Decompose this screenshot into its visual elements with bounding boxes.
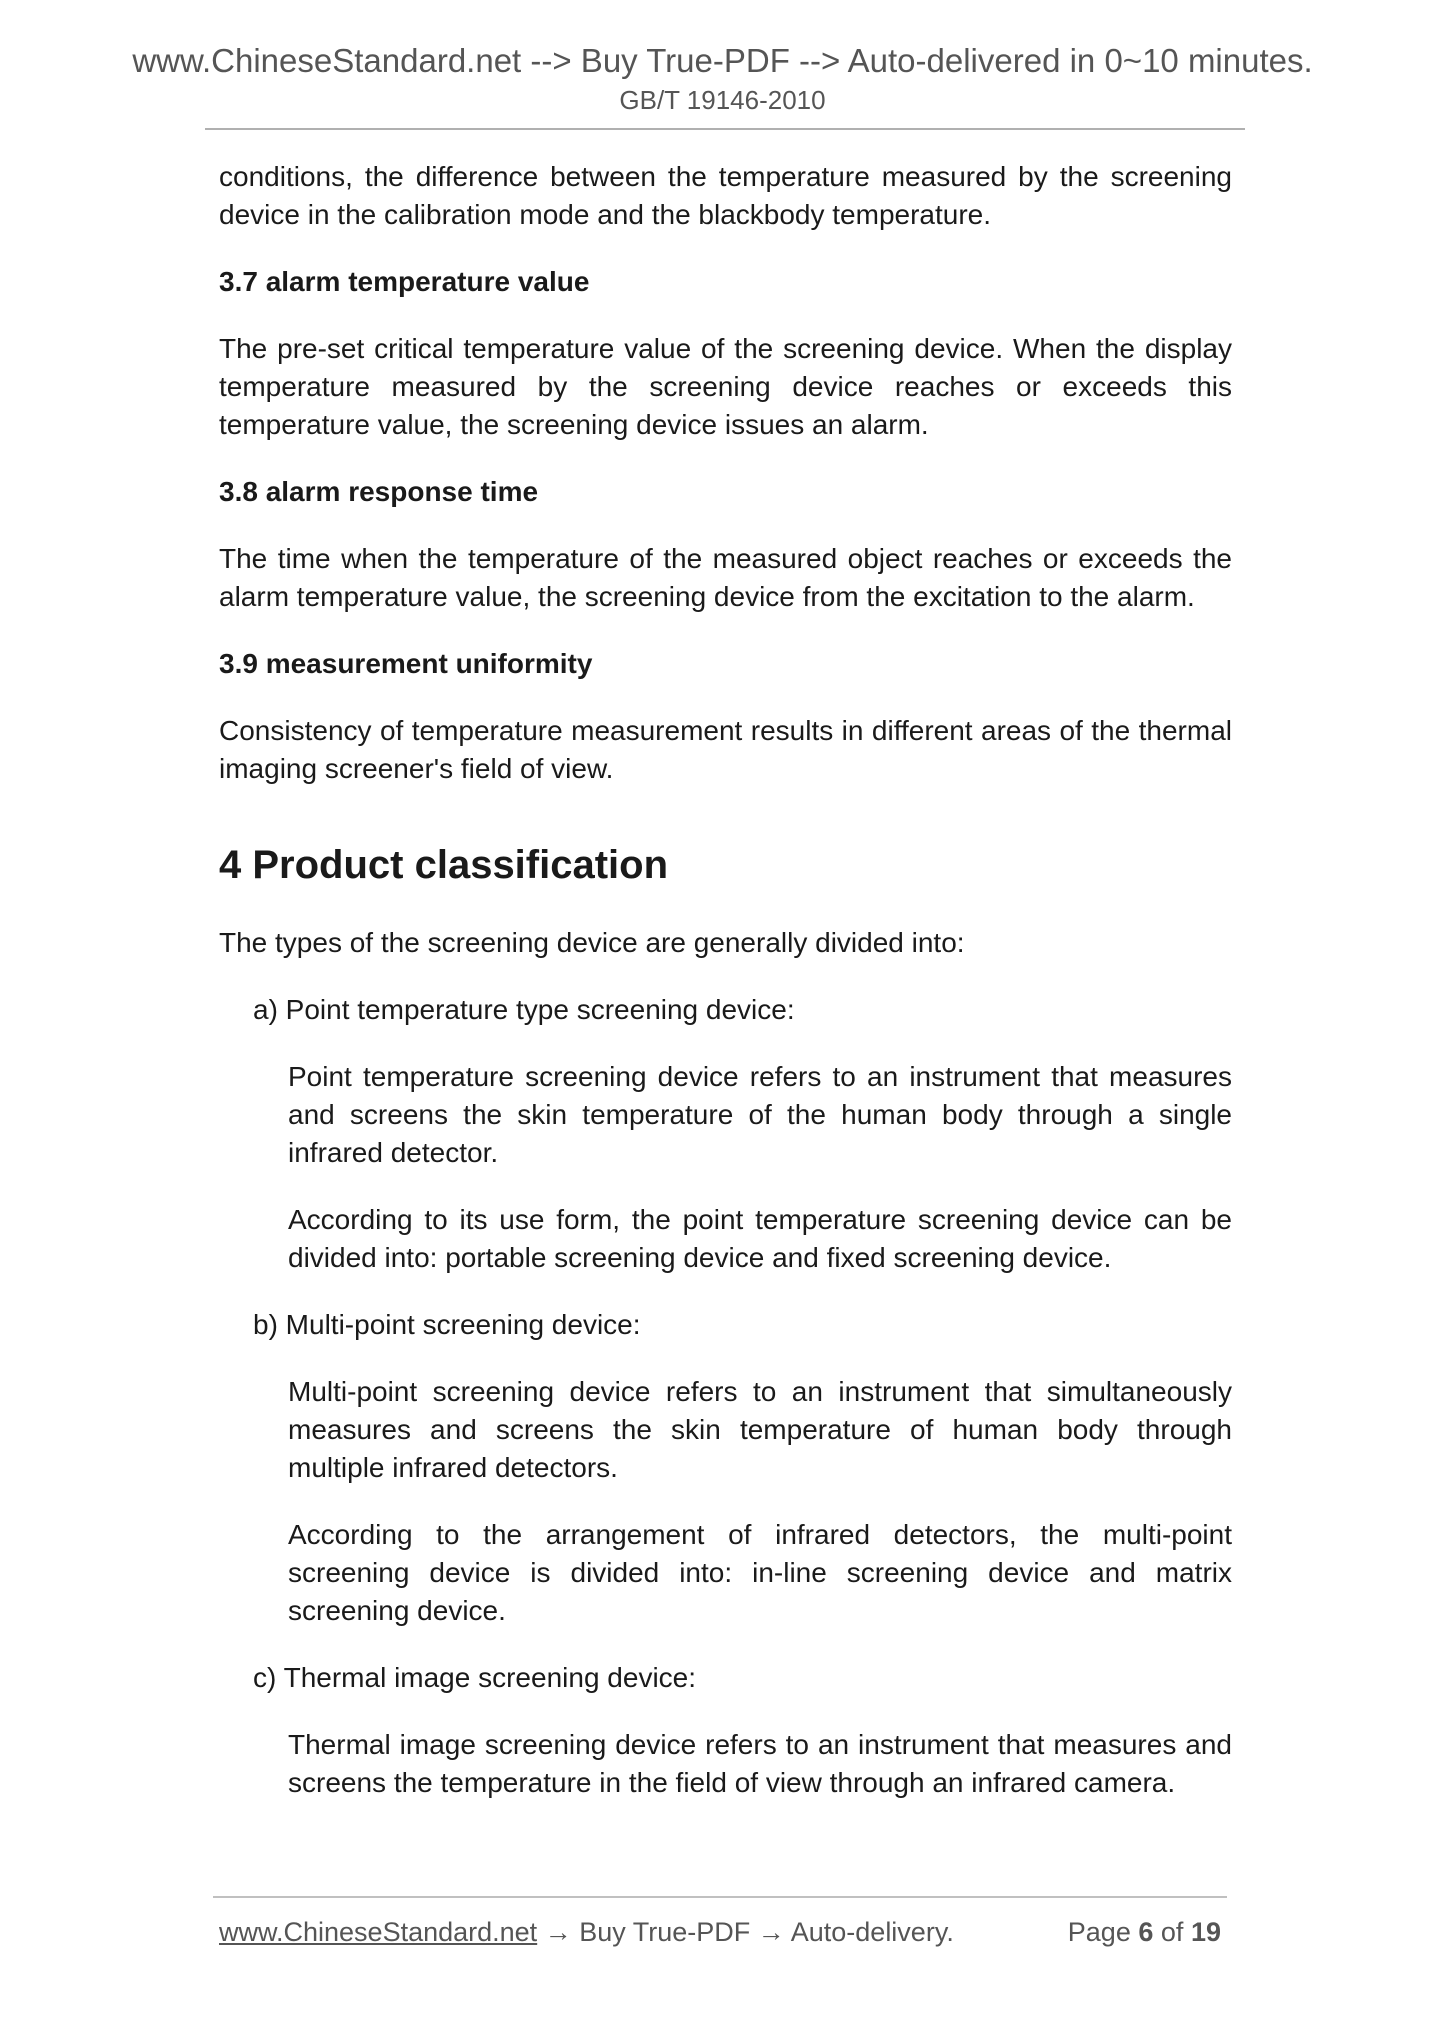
page-label: Page — [1067, 1917, 1131, 1947]
continuation-paragraph: conditions, the difference between the temperature measured by the screening device in the calibration mode and the blackbody temperature. — [219, 161, 1232, 230]
total-pages: 19 — [1190, 1917, 1221, 1947]
page-counter — [1068, 1914, 1221, 1950]
footer-tagline: → Buy True-PDF → Auto-delivery. — [537, 1917, 954, 1947]
list-item-c-label: c) Thermal image screening device: — [253, 1662, 697, 1693]
list-item-a-paragraph: Point temperature screening device refers to an instrument that measures and screens the skin temperature of the human body through a single infrared detector. — [288, 1061, 1232, 1168]
of-label: of — [1160, 1917, 1184, 1947]
term-heading-3-7: 3.7 alarm temperature value — [219, 266, 590, 297]
page-footer — [219, 1914, 1229, 1950]
term-heading-3-9: 3.9 measurement uniformity — [219, 648, 593, 679]
standard-id: GB/T 19146-2010 — [619, 85, 826, 115]
header-banner-text: www.ChineseStandard.net --> Buy True-PDF --> Auto-delivered in 0~10 minutes. — [132, 42, 1313, 79]
section-heading-4: 4 Product classification — [219, 843, 669, 887]
header-divider — [205, 128, 1245, 130]
list-item-a-paragraph: According to its use form, the point temperature screening device can be divided into: portable screening device and fixed screening device. — [288, 1204, 1232, 1273]
list-item-a-label: a) Point temperature type screening device: — [253, 994, 795, 1025]
term-heading-3-8: 3.8 alarm response time — [219, 476, 539, 507]
list-item-b-paragraph: According to the arrangement of infrared detectors, the multi-point screening device is divided into: in-line screening device and matrix screening device. — [288, 1519, 1232, 1626]
list-item-b-label: b) Multi-point screening device: — [253, 1309, 641, 1340]
footer-website-link[interactable]: www.ChineseStandard.net — [219, 1917, 538, 1947]
section-intro: The types of the screening device are generally divided into: — [219, 927, 965, 958]
page-number: 6 — [1138, 1917, 1154, 1947]
term-definition-3-8: The time when the temperature of the measured object reaches or exceeds the alarm temperature value, the screening device from the excitation to the alarm. — [219, 543, 1232, 612]
list-item-b-paragraph: Multi-point screening device refers to an instrument that simultaneously measures and screens the skin temperature of human body through multiple infrared detectors. — [288, 1376, 1232, 1483]
term-definition-3-7: The pre-set critical temperature value of the screening device. When the display temperature measured by the screening device reaches or exceeds this temperature value, the screening device issues an alarm. — [219, 333, 1232, 440]
term-definition-3-9: Consistency of temperature measurement results in different areas of the thermal imaging screener's field of view. — [219, 715, 1232, 784]
list-item-c-paragraph: Thermal image screening device refers to an instrument that measures and screens the temperature in the field of view through an infrared camera. — [288, 1729, 1232, 1798]
page-header — [0, 38, 1445, 116]
footer-divider — [213, 1896, 1227, 1898]
document-body — [219, 158, 1232, 1831]
